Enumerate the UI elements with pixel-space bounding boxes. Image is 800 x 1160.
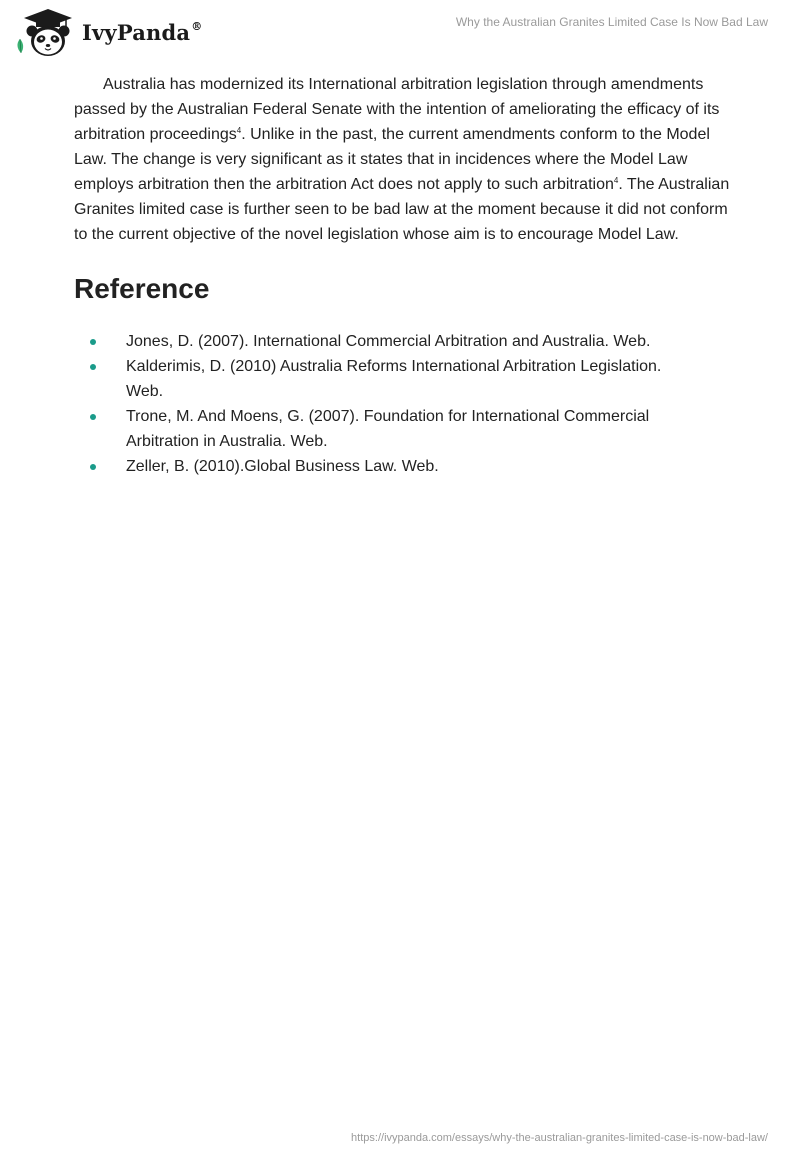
page-header	[0, 0, 800, 64]
bullet-dot-icon	[90, 339, 96, 345]
registered-mark: ®	[191, 19, 203, 33]
reference-text: Jones, D. (2007). International Commercial Arbitration and Australia. Web.	[126, 333, 651, 350]
reference-text: Zeller, B. (2010).Global Business Law. Web.	[126, 458, 439, 475]
footnote-ref: 4	[613, 176, 619, 185]
reference-item	[74, 404, 696, 454]
reference-text: Kalderimis, D. (2010) Australia Reforms International Arbitration Legislation. Web.	[126, 358, 662, 400]
reference-item	[74, 354, 696, 404]
bullet-dot-icon	[90, 414, 96, 420]
ivypanda-logo[interactable]	[14, 7, 202, 59]
bullet-dot-icon	[90, 464, 96, 470]
reference-text: Trone, M. And Moens, G. (2007). Foundation for International Commercial Arbitration in Australia. Web.	[126, 408, 650, 450]
footnote-ref: 4	[236, 126, 242, 135]
reference-heading: Reference	[74, 273, 210, 304]
reference-item	[74, 454, 696, 479]
essay-content	[74, 72, 734, 479]
document-title: Why the Australian Granites Limited Case Is Now Bad Law	[455, 15, 768, 29]
reference-list	[74, 329, 734, 479]
body-paragraph: Australia has modernized its International arbitration legislation through amendments passed by the Australian Federal Senate with the intention of ameliorating the efficacy of its arbitration proceedings$^4$. Unlike in the past, the current amendments conform to the Model Law. The change is very significant as it states that in incidences where the Model Law employs arbitration then the arbitration Act does not apply to such arbitration$^4$. The Australian Granites limited case is further seen to be bad law at the moment because it did not conform to the current objective of the novel legislation whose aim is to encourage Model Law.	[74, 76, 730, 243]
bullet-dot-icon	[90, 364, 96, 370]
reference-item	[74, 329, 696, 354]
brand-name: IvyPanda®	[82, 19, 203, 45]
panda-graduation-cap-logo-icon	[14, 7, 76, 59]
footer-url-link[interactable]: https://ivypanda.com/essays/why-the-australian-granites-limited-case-is-now-bad-law/	[351, 1132, 768, 1144]
